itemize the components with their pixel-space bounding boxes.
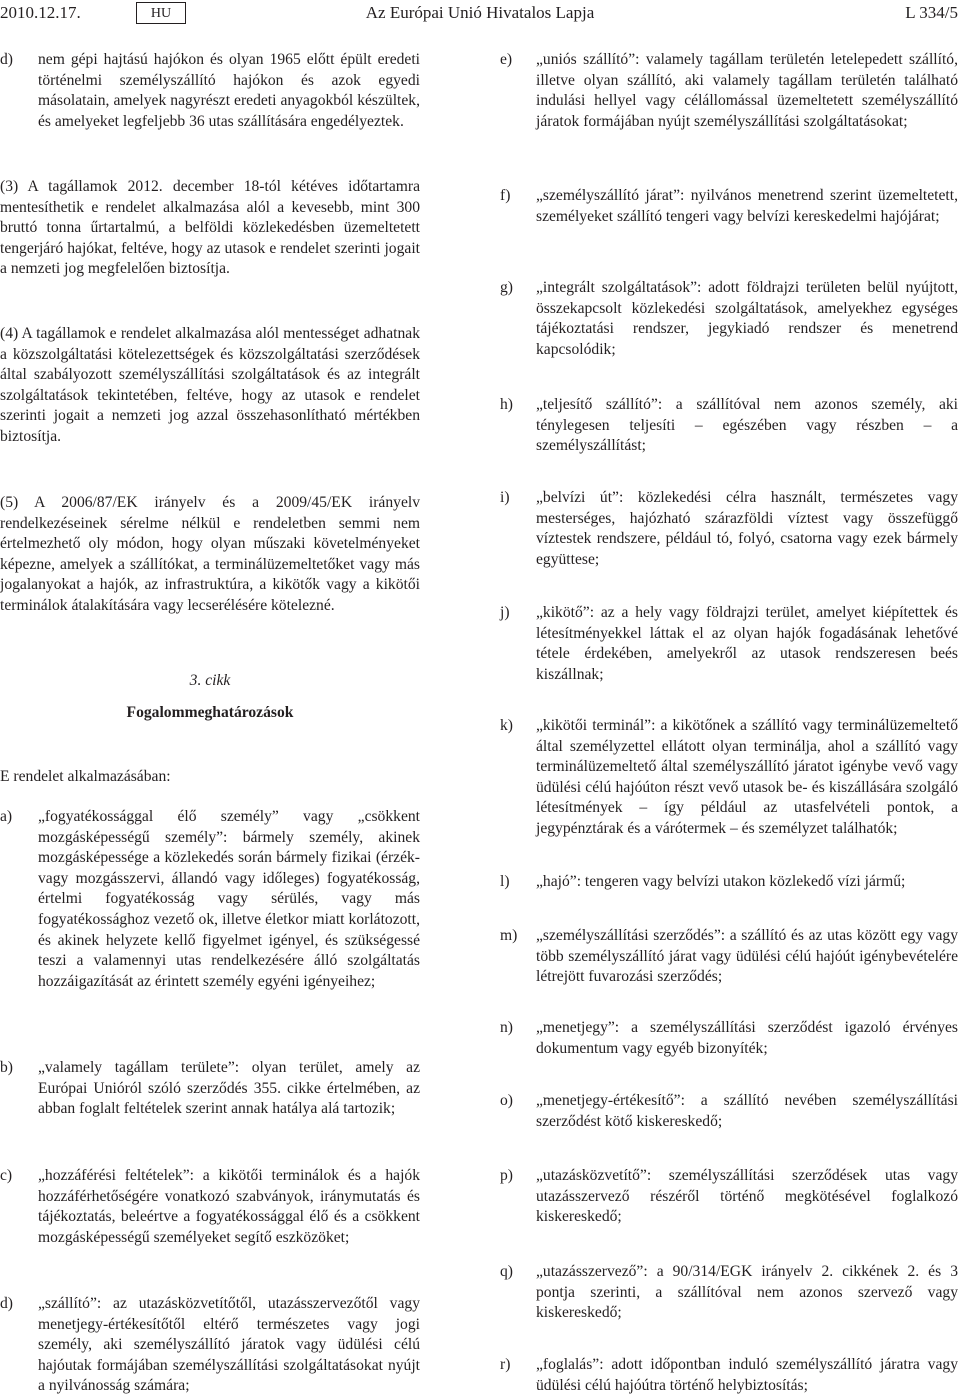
item-label: p): [500, 1167, 513, 1184]
item-text: „szállító”: az utazásközvetítőtől, utazásszervezőtől vagy menetjegy-értékesítőtől eltérő természetes vagy jogi személy, aki személyszállító járatok vagy üdülési célú hajóutak formájában személyszállítási szolgáltatásokat nyújt a nyilvánosság számára;: [38, 1295, 420, 1395]
item-text: „hajó”: tengeren vagy belvízi utakon közlekedő vízi jármű;: [536, 873, 906, 890]
list-item-r: [500, 1355, 958, 1396]
list-item-d-top: [0, 50, 420, 132]
definitions-intro: E rendelet alkalmazásában:: [0, 768, 171, 785]
list-item-e: [500, 50, 958, 132]
list-item-n: [500, 1018, 958, 1059]
item-text: „személyszállítási szerződés”: a szállító és az utas között egy vagy több személyszállító járat vagy üdülési célú hajóút igénybevételére létrejött fuvarozási szerződés;: [536, 927, 958, 986]
publication-date: 2010.12.17.: [0, 3, 81, 22]
list-item-b: [0, 1058, 420, 1120]
list-item-f: [500, 186, 958, 227]
list-item-a: [0, 807, 420, 992]
item-label: c): [0, 1167, 13, 1184]
item-label: m): [500, 927, 518, 944]
item-label: d): [0, 51, 13, 68]
item-text: „uniós szállító”: valamely tagállam területén letelepedett szállító, illetve olyan szállító, aki valamely tagállam területén található indulási hellyel vagy célállomással üzemeltetett személyszállító járatok formájában nyújt személyszállítási szolgáltatásokat;: [536, 51, 958, 130]
list-item-m: [500, 926, 958, 988]
item-text: „belvízi út”: közlekedési célra használt, természetes vagy mesterséges, hajózható szárazföldi víztest vagy összefüggő víztestek rendszere, például tó, folyó, csatorna vagy ezek bármely együttese;: [536, 489, 958, 568]
item-label: a): [0, 808, 13, 825]
item-label: f): [500, 187, 511, 204]
paragraph-3: (3) A tagállamok 2012. december 18-tól kétéves időtartamra mentesíthetik e rendelet alkalmazása alól a kevesebb, mint 300 bruttó tonna űrtartalmú, a belföldi közlekedésben üzemeltetett tengerjáró hajókat, feltéve, hogy az utasok e rendelet szerinti jogait a nemzeti jog megfelelően biztosítja.: [0, 178, 420, 278]
item-text: „utazásszervező”: a 90/314/EGK irányelv 2. cikkének 2. és 3 pontja szerinti, a szállítóval nem azonos szervező vagy kiskereskedő;: [536, 1263, 958, 1322]
article-number: 3. cikk: [189, 672, 231, 689]
item-text: „valamely tagállam területe”: olyan terület, amely az Európai Unióról szóló szerződés 355. cikke értelmében, az abban foglalt feltételek szerint annak hatálya alá tartozik;: [38, 1059, 420, 1118]
item-text: „menetjegy”: a személyszállítási szerződést igazoló érvényes dokumentum vagy egyéb bizonyíték;: [536, 1019, 958, 1057]
item-label: i): [500, 489, 510, 506]
language-badge: HU: [136, 2, 186, 24]
list-item-d: [0, 1294, 420, 1397]
article-title: Fogalommeghatározások: [126, 704, 294, 721]
list-item-g: [500, 278, 958, 360]
item-text: „fogyatékossággal élő személy” vagy „csökkent mozgásképességű személy”: bármely személy, akinek mozgásképessége a közlekedés során bármely fizikai (érzék- vagy mozgásszervi, állandó vagy időleges) fogyatékosság, értelmi fogyatékosság vagy sérülés, vagy más fogyatékossághoz vezető ok, illetve életkor miatt korlátozott, és akinek helyzete kellő figyelmet igényel, és szükségessé teszi a valamennyi utas rendelkezésére álló szolgáltatás hozzáigazítását az érintett személy egyéni igényeihez;: [38, 808, 420, 990]
item-text: „teljesítő szállító”: a szállítóval nem azonos személy, aki ténylegesen teljesíti – egészében vagy részben – a személyszállítást;: [536, 396, 958, 455]
page-reference: L 334/5: [905, 3, 958, 22]
item-label: e): [500, 51, 513, 68]
list-item-p: [500, 1166, 958, 1228]
item-text: „személyszállító járat”: nyilvános menetrend szerint üzemeltetett, személyeket szállító tengeri vagy belvízi kereskedelmi hajójárat;: [536, 187, 958, 225]
item-label: n): [500, 1019, 513, 1036]
item-label: h): [500, 396, 513, 413]
item-text: „integrált szolgáltatások”: adott földrajzi területen belül nyújtott, összekapcsolt közlekedési szolgáltatások, amelyekhez egységes tájékoztatási rendszer, jegykiadó rendszer és menetrend kapcsolódik;: [536, 279, 958, 358]
list-item-k: [500, 716, 958, 840]
paragraph-5: (5) A 2006/87/EK irányelv és a 2009/45/EK irányelv rendelkezéseinek sérelme nélkül e rendeletben semmi nem értelmezhető oly módon, hogy olyan műszaki követelményeket képezne, amelyek a szállítókat, a terminálüzemeltetőket vagy más jogalanyokat a hajók, az infrastruktúra, a kikötők vagy a kikötői terminálok átalakítására vagy lecserélésére kötelezné.: [0, 494, 420, 614]
list-item-l: [500, 872, 958, 893]
item-label: g): [500, 279, 513, 296]
item-text: nem gépi hajtású hajókon és olyan 1965 előtt épült eredeti történelmi személyszállító hajókon és azok egyedi másolatain, amelyek nagyrészt eredeti anyagokból készültek, és amelyeket legfeljebb 36 utas szállítására engedélyeztek.: [38, 51, 420, 130]
item-text: „utazásközvetítő”: személyszállítási szerződések utas vagy utazásszervező részéről történő megkötésével foglalkozó kiskereskedő;: [536, 1167, 958, 1226]
item-label: l): [500, 873, 510, 890]
list-item-i: [500, 488, 958, 570]
list-item-o: [500, 1091, 958, 1132]
item-label: q): [500, 1263, 513, 1280]
item-text: „menetjegy-értékesítő”: a szállító nevében személyszállítási szerződést kötő kiskereskedő;: [536, 1092, 958, 1130]
item-label: k): [500, 717, 513, 734]
item-label: o): [500, 1092, 513, 1109]
item-label: j): [500, 604, 510, 621]
list-item-c: [0, 1166, 420, 1248]
item-label: b): [0, 1059, 13, 1076]
journal-title: Az Európai Unió Hivatalos Lapja: [365, 3, 595, 22]
paragraph-4: (4) A tagállamok e rendelet alkalmazása alól mentességet adhatnak a közszolgáltatási kötelezettségek és közszolgáltatási szerződések által szabályozott személyszállítási szolgáltatások és az integrált szolgáltatások tekintetében, feltéve, hogy az utasok e rendelet szerinti jogait a nemzeti jog azzal összehasonlítható mértékben biztosítja.: [0, 325, 420, 445]
list-item-q: [500, 1262, 958, 1324]
list-item-j: [500, 603, 958, 685]
item-text: „hozzáférési feltételek”: a kikötői terminálok és a hajók hozzáférhetőségére vonatkozó szabványok, iránymutatás és tájékoztatás, beleértve a fogyatékossággal élő és a csökkent mozgásképességű személyeket segítő eszközöket;: [38, 1167, 420, 1246]
item-label: d): [0, 1295, 13, 1312]
list-item-h: [500, 395, 958, 457]
item-text: „kikötő”: az a hely vagy földrajzi terület, amelyet kiépítettek és létesítményekkel láttak el az olyan hajók fogadásának lehetővé tétele érdekében, amelyekről az utasok rendszeresen beés kiszállnak;: [536, 604, 958, 683]
item-text: „kikötői terminál”: a kikötőnek a szállító vagy terminálüzemeltető által személyzettel ellátott olyan terminálja, ahol a szállító vagy terminálüzemeltető által személyszállító járatot igénybe vevő vagy üdülési célú hajóúton részt vevő utasok be- és kiszállására szolgáló létesítmények – így például az utasfelvételi pontok, a jegypénztárak és a várótermek – és személyzet találhatók;: [536, 717, 958, 837]
item-text: „foglalás”: adott időpontban induló személyszállító járatra vagy üdülési célú hajóútra történő helybiztosítás;: [536, 1356, 958, 1394]
page-header: [0, 0, 960, 30]
item-label: r): [500, 1356, 511, 1373]
